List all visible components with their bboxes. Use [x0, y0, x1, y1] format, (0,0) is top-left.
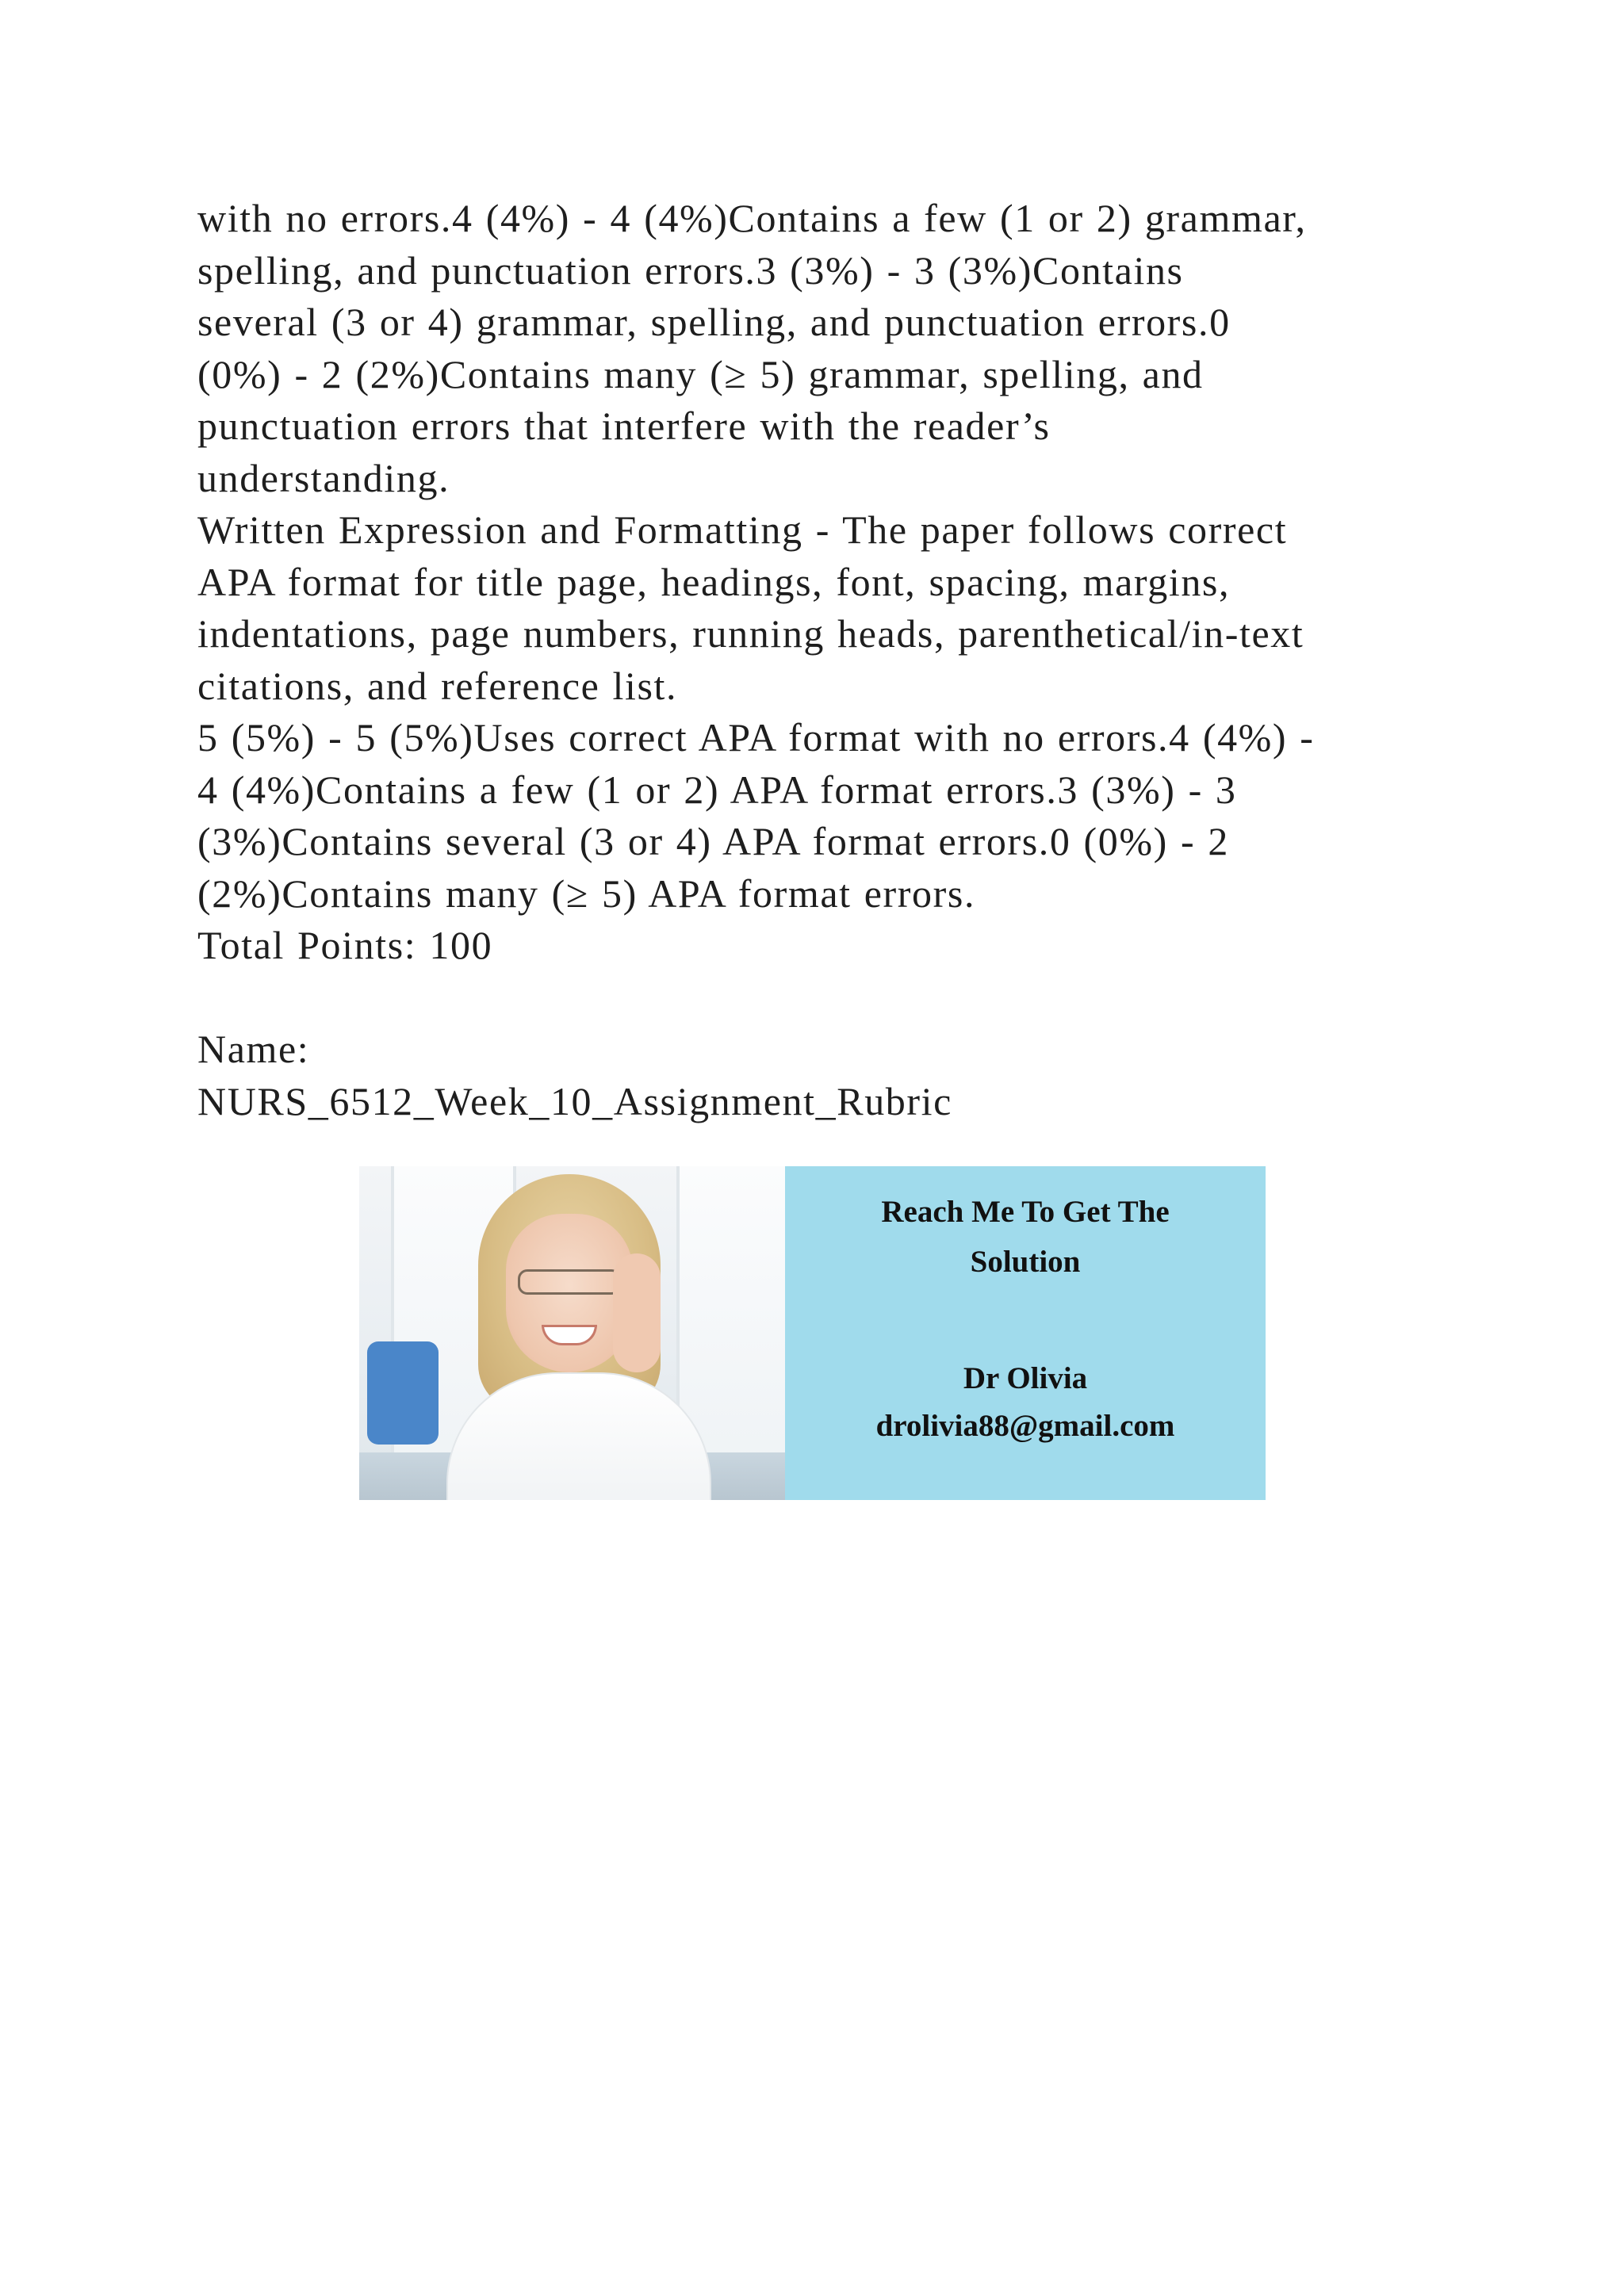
- text-line: Written Expression and Formatting - The paper follows correct: [197, 507, 1288, 552]
- rubric-text: [197, 193, 1450, 1127]
- promo-banner: [359, 1166, 1266, 1500]
- text-line: (2%)Contains many (≥ 5) APA format errors.: [197, 871, 976, 916]
- contact-card: [785, 1166, 1266, 1500]
- text-line: citations, and reference list.: [197, 663, 678, 708]
- text-line: indentations, page numbers, running heads, parenthetical/in-text: [197, 611, 1304, 656]
- card-headline: Reach Me To Get The: [881, 1195, 1170, 1229]
- card-headline-2: Solution: [970, 1245, 1081, 1279]
- hand-shape: [613, 1253, 661, 1372]
- glasses-shape: [518, 1269, 621, 1295]
- text-line: (3%)Contains several (3 or 4) APA format errors.0 (0%) - 2: [197, 819, 1229, 863]
- text-line: with no errors.4 (4%) - 4 (4%)Contains a few (1 or 2) grammar,: [197, 196, 1307, 240]
- rubric-title: NURS_6512_Week_10_Assignment_Rubric: [197, 1078, 952, 1123]
- card-email: drolivia88@gmail.com: [875, 1409, 1175, 1443]
- blank-line: [197, 972, 1450, 1024]
- text-line: understanding.: [197, 455, 450, 500]
- total-points: Total Points: 100: [197, 923, 493, 967]
- text-line: punctuation errors that interfere with the reader’s: [197, 404, 1051, 448]
- text-line: 4 (4%)Contains a few (1 or 2) APA format errors.3 (3%) - 3: [197, 767, 1237, 812]
- text-line: (0%) - 2 (2%)Contains many (≥ 5) grammar, spelling, and: [197, 351, 1204, 396]
- text-line: APA format for title page, headings, font, spacing, margins,: [197, 559, 1231, 604]
- text-line: 5 (5%) - 5 (5%)Uses correct APA format with no errors.4 (4%) -: [197, 715, 1315, 760]
- woman-photo: [359, 1166, 785, 1500]
- text-line: spelling, and punctuation errors.3 (3%) - 3 (3%)Contains: [197, 247, 1184, 293]
- text-line: several (3 or 4) grammar, spelling, and punctuation errors.0: [197, 300, 1231, 344]
- name-label: Name:: [197, 1027, 310, 1071]
- card-contact-name: Dr Olivia: [963, 1361, 1088, 1395]
- chair-decor: [367, 1341, 439, 1445]
